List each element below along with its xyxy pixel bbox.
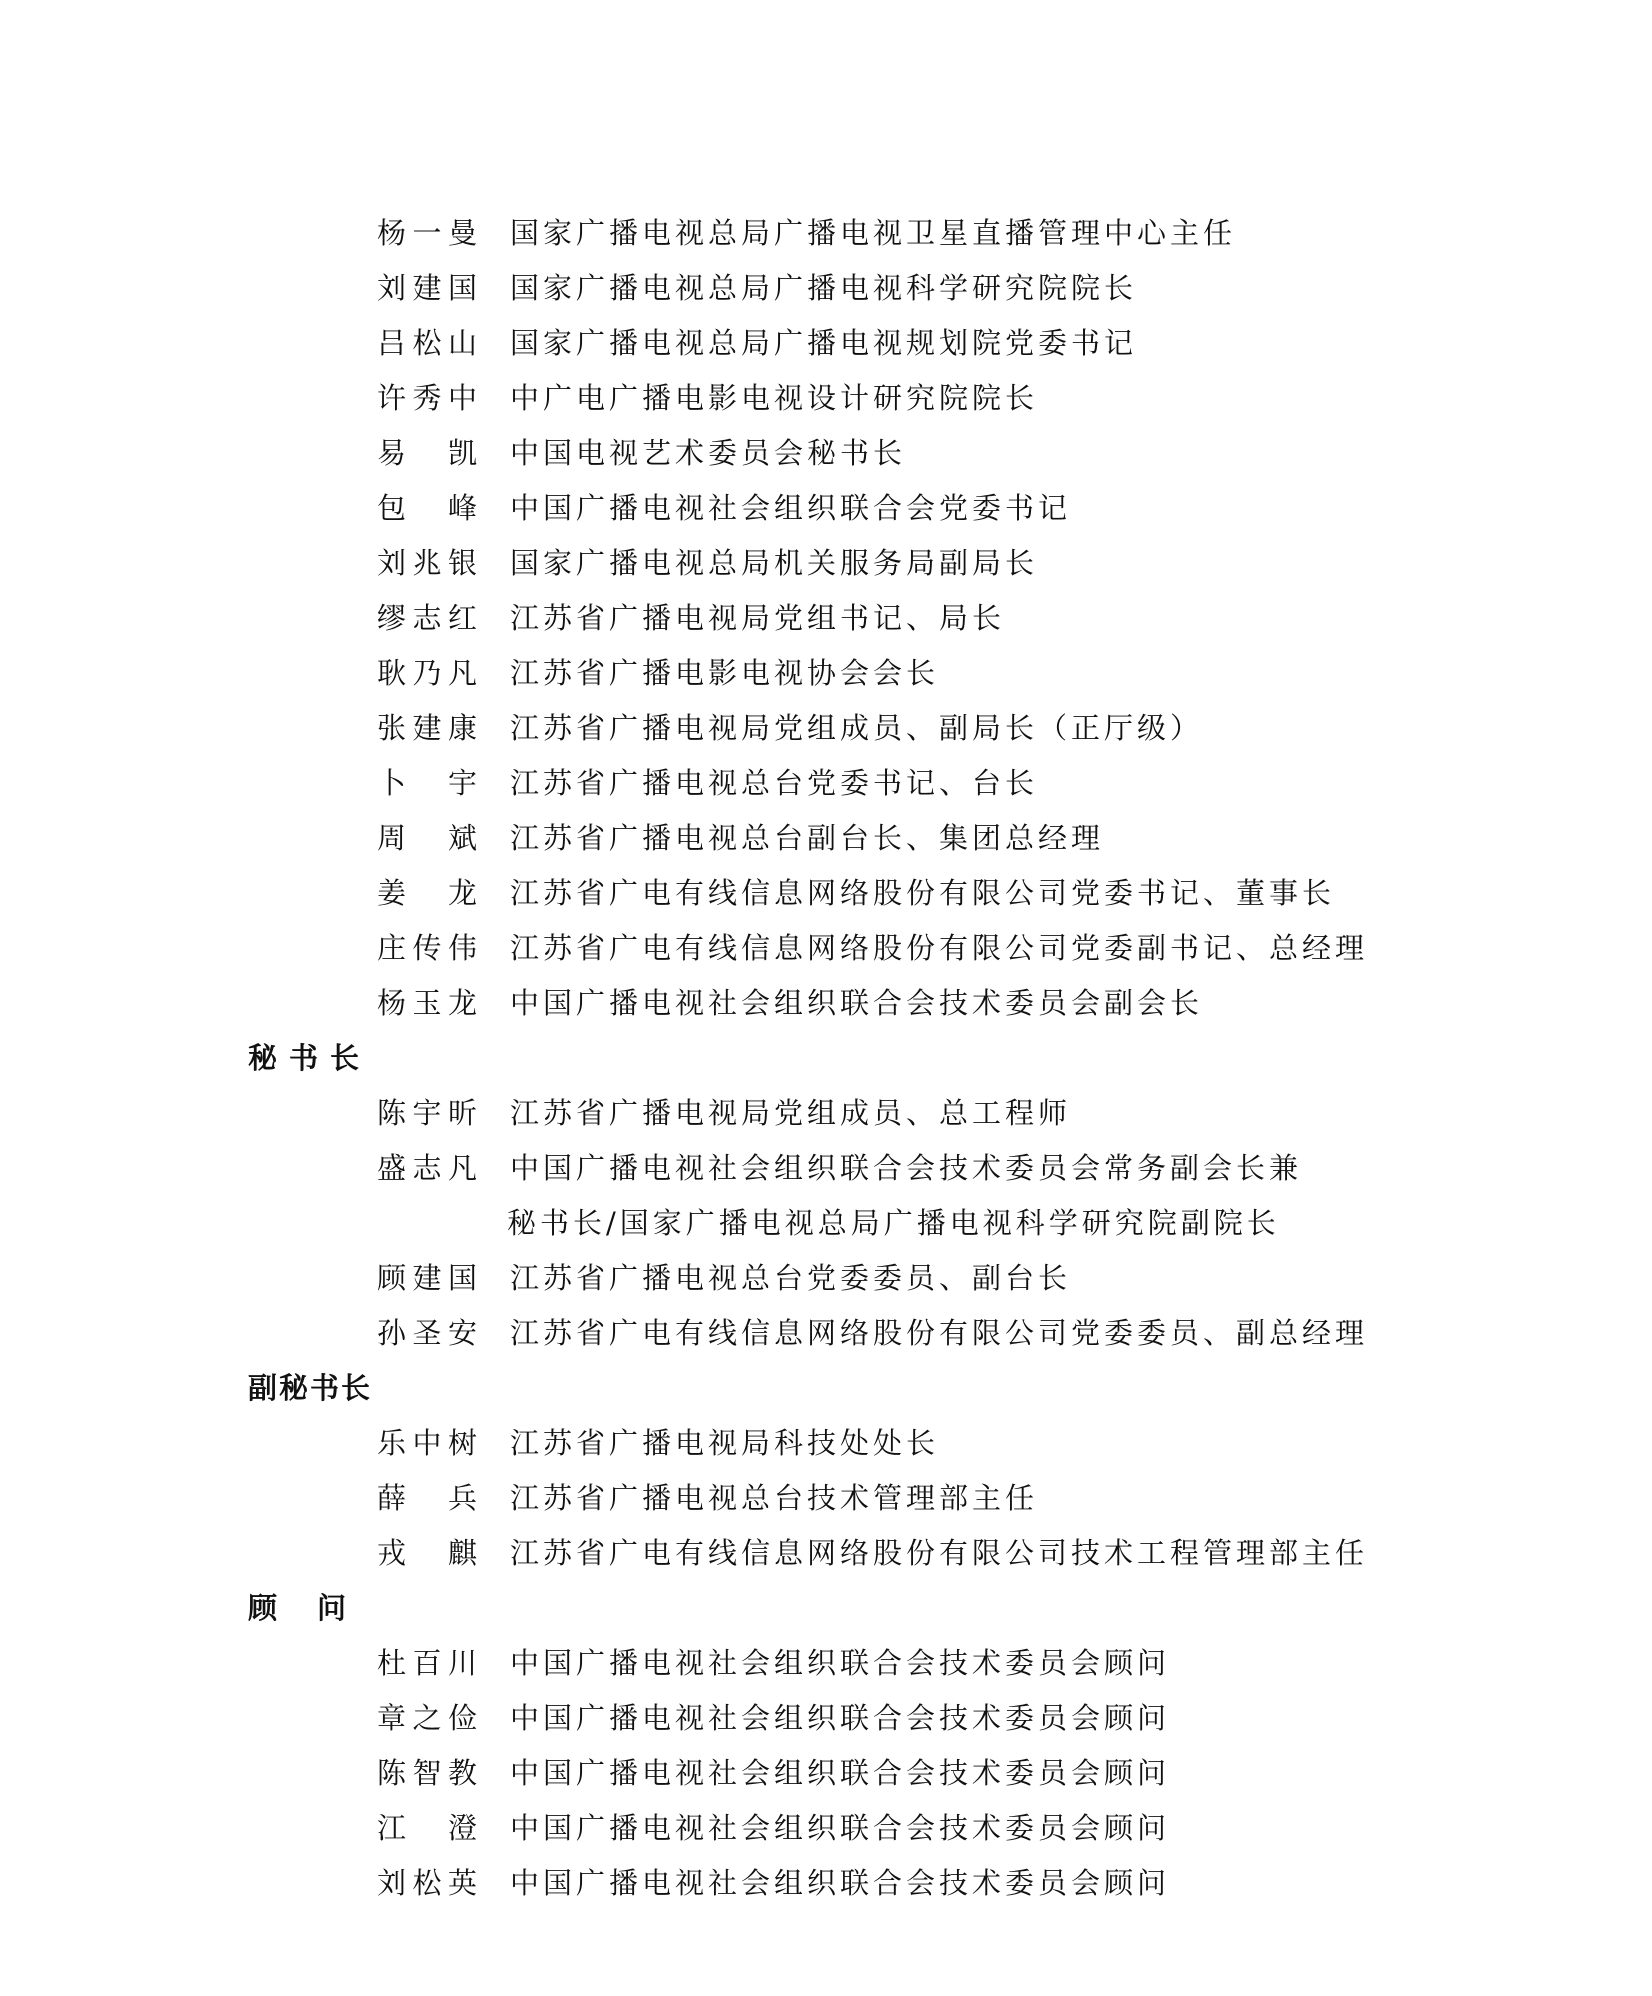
member-name: 姜 龙: [377, 876, 477, 910]
member-title: 江苏省广播电视局党组成员、副局长（正厅级）: [510, 711, 1204, 745]
list-item: [0, 756, 1652, 811]
member-name: 乐中树: [377, 1426, 477, 1460]
member-name: 陈智教: [377, 1756, 477, 1790]
member-title: 江苏省广电有线信息网络股份有限公司党委委员、副总经理: [510, 1316, 1369, 1350]
list-item: [0, 1471, 1652, 1526]
section-heading-secretary-general: [0, 1031, 1652, 1086]
list-item: [0, 1306, 1652, 1361]
member-title: 国家广播电视总局机关服务局副局长: [510, 546, 1039, 580]
member-name: 顾建国: [377, 1261, 477, 1295]
member-title: 国家广播电视总局广播电视科学研究院院长: [510, 271, 1138, 305]
list-item: [0, 481, 1652, 536]
member-list: [0, 206, 1652, 1911]
member-title: 中国广播电视社会组织联合会技术委员会顾问: [510, 1866, 1171, 1900]
member-title: 江苏省广播电视总台党委书记、台长: [510, 766, 1039, 800]
member-name: 孙圣安: [377, 1316, 477, 1350]
member-name: 刘建国: [377, 271, 477, 305]
member-title: 江苏省广播电视总台技术管理部主任: [510, 1481, 1039, 1515]
member-title: 江苏省广播电视局党组书记、局长: [510, 601, 1006, 635]
member-title: 国家广播电视总局广播电视卫星直播管理中心主任: [510, 216, 1237, 250]
member-title: 江苏省广播电视总台党委委员、副台长: [510, 1261, 1072, 1295]
member-name: 包 峰: [377, 491, 477, 525]
member-name: 戎 麒: [377, 1536, 477, 1570]
member-title-continuation: 秘书长/国家广播电视总局广播电视科学研究院副院长: [507, 1206, 1280, 1240]
list-item: [0, 426, 1652, 481]
member-name: 杨玉龙: [377, 986, 477, 1020]
list-item: [0, 371, 1652, 426]
list-item: [0, 316, 1652, 371]
member-title: 江苏省广电有线信息网络股份有限公司党委副书记、总经理: [510, 931, 1369, 965]
member-title: 江苏省广电有线信息网络股份有限公司党委书记、董事长: [510, 876, 1336, 910]
member-title: 江苏省广播电视总台副台长、集团总经理: [510, 821, 1105, 855]
member-name: 周 斌: [377, 821, 477, 855]
list-item: [0, 921, 1652, 976]
member-name: 刘松英: [377, 1866, 477, 1900]
member-name: 刘兆银: [377, 546, 477, 580]
member-name: 耿乃凡: [377, 656, 477, 690]
section-heading-label: 副秘书长: [248, 1371, 373, 1405]
member-name: 章之俭: [377, 1701, 477, 1735]
list-item: [0, 206, 1652, 261]
member-name: 缪志红: [377, 601, 477, 635]
member-title: 中国广播电视社会组织联合会技术委员会顾问: [510, 1701, 1171, 1735]
list-item: [0, 646, 1652, 701]
member-title: 江苏省广播电视局科技处处长: [510, 1426, 940, 1460]
member-name: 陈宇昕: [377, 1096, 477, 1130]
list-item: [0, 1691, 1652, 1746]
member-title: 国家广播电视总局广播电视规划院党委书记: [510, 326, 1138, 360]
section-heading-advisors: [0, 1581, 1652, 1636]
member-name: 薛 兵: [377, 1481, 477, 1515]
member-name: 江 澄: [377, 1811, 477, 1845]
member-name: 卜 宇: [377, 766, 477, 800]
list-item: [0, 866, 1652, 921]
list-item: [0, 1141, 1652, 1196]
list-item: [0, 1416, 1652, 1471]
member-name: 庄传伟: [377, 931, 477, 965]
member-name: 杨一曼: [377, 216, 477, 250]
member-title: 中国广播电视社会组织联合会技术委员会顾问: [510, 1646, 1171, 1680]
member-title: 江苏省广播电视局党组成员、总工程师: [510, 1096, 1072, 1130]
section-heading-deputy-secretary-general: [0, 1361, 1652, 1416]
list-item: [0, 1251, 1652, 1306]
member-name: 张建康: [377, 711, 477, 745]
member-name: 许秀中: [377, 381, 477, 415]
list-item: [0, 701, 1652, 756]
list-item: [0, 261, 1652, 316]
list-item: [0, 1856, 1652, 1911]
member-title: 江苏省广电有线信息网络股份有限公司技术工程管理部主任: [510, 1536, 1369, 1570]
section-heading-label: 顾问: [248, 1591, 387, 1625]
list-item: [0, 1746, 1652, 1801]
member-name: 杜百川: [377, 1646, 477, 1680]
list-item: [0, 1526, 1652, 1581]
member-title: 中国广播电视社会组织联合会技术委员会副会长: [510, 986, 1204, 1020]
member-title: 中国广播电视社会组织联合会技术委员会顾问: [510, 1756, 1171, 1790]
member-name: 盛志凡: [377, 1151, 477, 1185]
member-title: 中国电视艺术委员会秘书长: [510, 436, 907, 470]
section-heading-label: 秘书长: [248, 1041, 372, 1075]
member-title: 中广电广播电影电视设计研究院院长: [510, 381, 1039, 415]
list-item: [0, 1636, 1652, 1691]
list-item: [0, 976, 1652, 1031]
list-item-continuation: [0, 1196, 1652, 1251]
list-item: [0, 591, 1652, 646]
member-name: 易 凯: [377, 436, 477, 470]
list-item: [0, 811, 1652, 866]
list-item: [0, 1086, 1652, 1141]
member-name: 吕松山: [377, 326, 477, 360]
member-title: 中国广播电视社会组织联合会技术委员会常务副会长兼: [510, 1151, 1303, 1185]
member-title: 中国广播电视社会组织联合会技术委员会顾问: [510, 1811, 1171, 1845]
list-item: [0, 1801, 1652, 1856]
member-title: 江苏省广播电影电视协会会长: [510, 656, 940, 690]
member-title: 中国广播电视社会组织联合会党委书记: [510, 491, 1072, 525]
list-item: [0, 536, 1652, 591]
